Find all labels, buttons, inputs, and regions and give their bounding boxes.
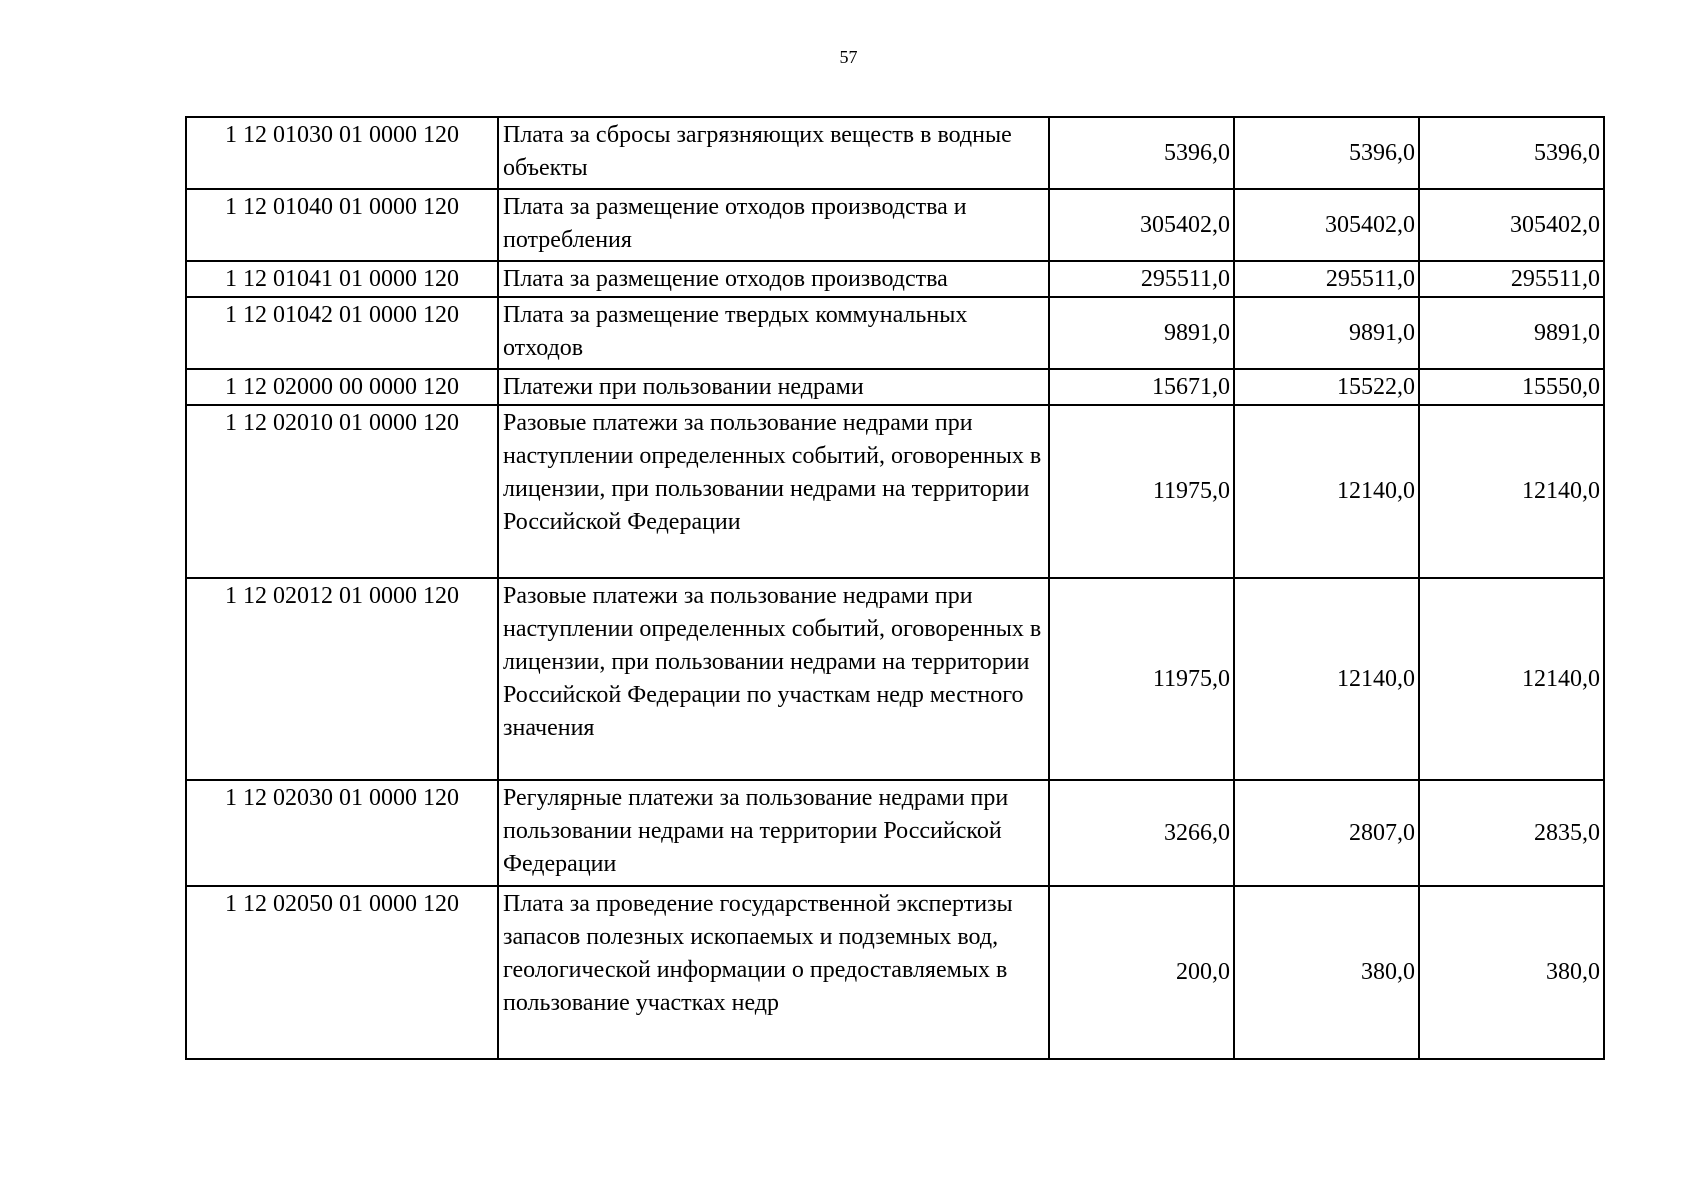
row-value-3: 12140,0 (1419, 578, 1604, 780)
row-value-2: 2807,0 (1234, 780, 1419, 886)
row-name: Плата за сбросы загрязняющих веществ в водные объекты (498, 117, 1049, 189)
row-code: 1 12 02000 00 0000 120 (186, 369, 498, 405)
row-value-2: 12140,0 (1234, 405, 1419, 578)
budget-revenue-table (185, 116, 1605, 1060)
row-value-2: 380,0 (1234, 886, 1419, 1059)
row-name: Регулярные платежи за пользование недрами при пользовании недрами на территории Российской Федерации (498, 780, 1049, 886)
row-value-1: 295511,0 (1049, 261, 1234, 297)
table-row (186, 405, 1604, 578)
row-value-3: 12140,0 (1419, 405, 1604, 578)
row-code: 1 12 01040 01 0000 120 (186, 189, 498, 261)
row-value-3: 380,0 (1419, 886, 1604, 1059)
row-name: Плата за размещение отходов производства и потребления (498, 189, 1049, 261)
row-code: 1 12 02050 01 0000 120 (186, 886, 498, 1059)
row-name: Плата за проведение государственной экспертизы запасов полезных ископаемых и подземных вод, геологической информации о предоставляемых в пользование участках недр (498, 886, 1049, 1059)
row-value-3: 2835,0 (1419, 780, 1604, 886)
row-value-2: 5396,0 (1234, 117, 1419, 189)
row-name: Плата за размещение твердых коммунальных отходов (498, 297, 1049, 369)
row-code: 1 12 01042 01 0000 120 (186, 297, 498, 369)
table-row (186, 369, 1604, 405)
row-name: Плата за размещение отходов производства (498, 261, 1049, 297)
table-row (186, 297, 1604, 369)
row-code: 1 12 01041 01 0000 120 (186, 261, 498, 297)
row-value-1: 9891,0 (1049, 297, 1234, 369)
row-value-1: 3266,0 (1049, 780, 1234, 886)
row-value-1: 200,0 (1049, 886, 1234, 1059)
row-code: 1 12 01030 01 0000 120 (186, 117, 498, 189)
row-value-3: 5396,0 (1419, 117, 1604, 189)
table-row (186, 117, 1604, 189)
row-value-3: 15550,0 (1419, 369, 1604, 405)
row-code: 1 12 02010 01 0000 120 (186, 405, 498, 578)
row-code: 1 12 02012 01 0000 120 (186, 578, 498, 780)
row-value-2: 15522,0 (1234, 369, 1419, 405)
row-value-2: 295511,0 (1234, 261, 1419, 297)
row-value-2: 9891,0 (1234, 297, 1419, 369)
row-name: Разовые платежи за пользование недрами при наступлении определенных событий, оговоренных в лицензии, при пользовании недрами на территории Российской Федерации по участкам недр местного значения (498, 578, 1049, 780)
table-row (186, 886, 1604, 1059)
row-value-1: 5396,0 (1049, 117, 1234, 189)
table-row (186, 578, 1604, 780)
row-name: Разовые платежи за пользование недрами при наступлении определенных событий, оговоренных в лицензии, при пользовании недрами на территории Российской Федерации (498, 405, 1049, 578)
row-value-3: 295511,0 (1419, 261, 1604, 297)
row-value-1: 11975,0 (1049, 405, 1234, 578)
page-number: 57 (839, 47, 858, 67)
row-code: 1 12 02030 01 0000 120 (186, 780, 498, 886)
row-value-3: 9891,0 (1419, 297, 1604, 369)
row-value-1: 11975,0 (1049, 578, 1234, 780)
row-value-2: 305402,0 (1234, 189, 1419, 261)
table-row (186, 261, 1604, 297)
row-value-3: 305402,0 (1419, 189, 1604, 261)
table-row (186, 780, 1604, 886)
row-name: Платежи при пользовании недрами (498, 369, 1049, 405)
table-row (186, 189, 1604, 261)
row-value-1: 305402,0 (1049, 189, 1234, 261)
row-value-1: 15671,0 (1049, 369, 1234, 405)
row-value-2: 12140,0 (1234, 578, 1419, 780)
